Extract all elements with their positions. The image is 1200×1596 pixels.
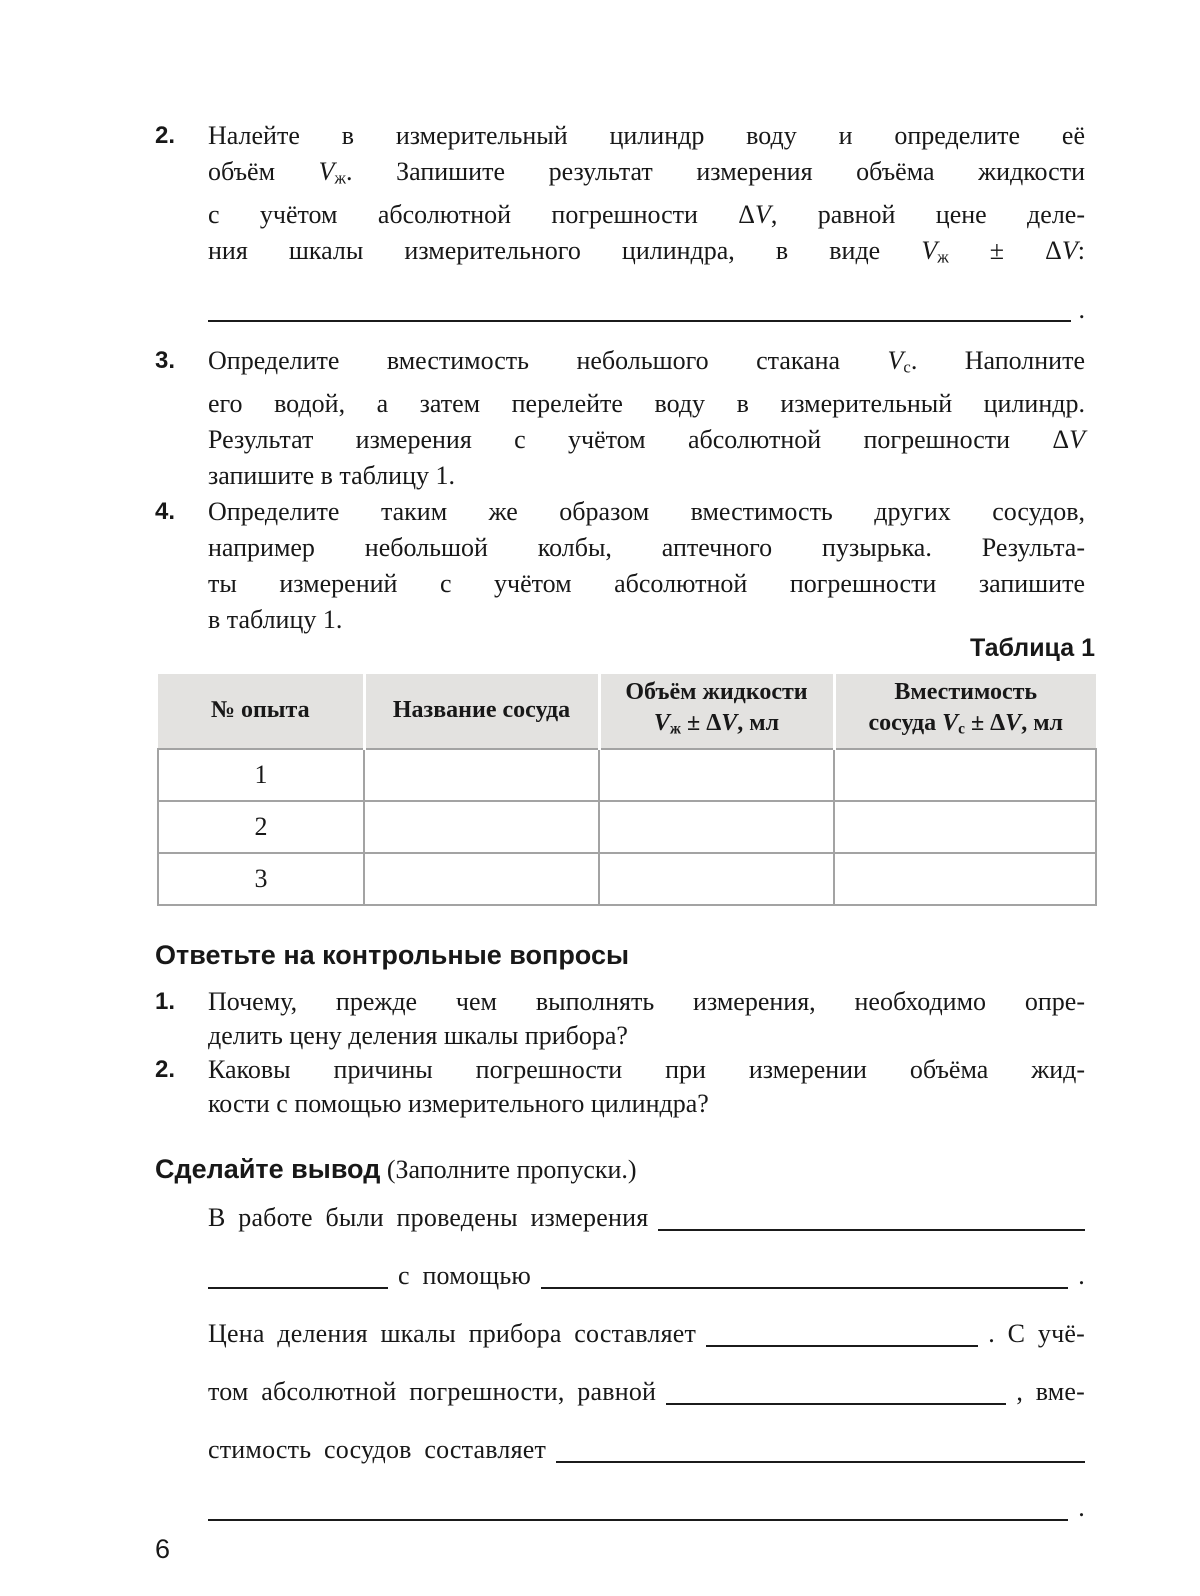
table-cell-empty[interactable] — [834, 749, 1096, 801]
text-line: ния шкалы измерительного цилиндра, в виде Vж ± ΔV: — [208, 235, 1085, 267]
fill-in-blank[interactable] — [658, 1209, 1085, 1231]
text-line: его водой, а затем перелейте воду в измерительный цилиндр. — [208, 388, 1085, 418]
text-line: в таблицу 1. — [208, 604, 343, 634]
text-line: ты измерений с учётом абсолютной погрешности запишите — [208, 568, 1085, 598]
fill-in-blank[interactable] — [541, 1267, 1068, 1289]
table-cell-empty[interactable] — [599, 749, 834, 801]
conclusion-heading — [155, 1153, 1085, 1186]
table-header-row — [158, 674, 1096, 749]
results-table — [157, 674, 1097, 906]
table-row — [158, 749, 1096, 801]
step-3 — [155, 343, 1085, 494]
col-header-vessel-capacity — [834, 674, 1096, 749]
step-4-text — [208, 494, 1085, 638]
conclusion-text: стимость сосудов составляет — [208, 1434, 547, 1464]
experiment-number-cell: 1 — [158, 749, 364, 801]
text-line: Почему, прежде чем выполнять измерения, необходимо опре- — [208, 986, 1085, 1016]
fill-in-blank[interactable] — [208, 1267, 388, 1289]
conclusion-text: Цена деления шкалы прибора составляет — [208, 1318, 697, 1348]
question-2-number: 2. — [155, 1055, 176, 1083]
text-line: Налейте в измерительный цилиндр воду и определите её — [208, 121, 1085, 150]
step-3-text — [208, 343, 1085, 494]
step-2 — [155, 118, 1085, 327]
table-cell-empty[interactable] — [599, 853, 834, 905]
text-line: делить цену деления шкалы прибора? — [208, 1020, 628, 1050]
question-2-text — [208, 1053, 1085, 1121]
answer-line-step-2 — [208, 293, 1085, 327]
text-line: Определите вместимость небольшого стакана Vс. Наполните — [208, 346, 1085, 377]
header-line: Вместимость — [894, 679, 1038, 706]
table-cell-empty[interactable] — [599, 801, 834, 853]
text-line: Результат измерения с учётом абсолютной погрешности ΔV — [208, 424, 1085, 454]
col-header-vessel-name — [364, 674, 599, 749]
fill-in-blank[interactable] — [208, 1499, 1068, 1521]
fill-in-blank[interactable] — [666, 1383, 1006, 1405]
header-line: сосуда Vс ± ΔV, мл — [868, 710, 1063, 738]
step-3-number: 3. — [155, 347, 176, 375]
text-line: с учётом абсолютной погрешности ΔV, равной цене деле- — [208, 199, 1085, 229]
header-line: Объём жидкости — [625, 679, 808, 706]
table-cell-empty[interactable] — [834, 853, 1096, 905]
conclusion-text: , вме- — [1016, 1376, 1085, 1406]
table-row — [158, 853, 1096, 905]
question-2 — [155, 1053, 1085, 1121]
header-line: Vж ± ΔV, мл — [653, 710, 780, 738]
header-line: Название сосуда — [392, 697, 571, 724]
fill-in-blank[interactable] — [208, 300, 1071, 322]
table-cell-empty[interactable] — [364, 749, 599, 801]
text-line: Определите таким же образом вместимость других сосудов, — [208, 496, 1085, 526]
table-caption: Таблица 1 — [969, 633, 1095, 662]
question-1 — [155, 985, 1085, 1053]
text-line: запишите в таблицу 1. — [208, 460, 456, 490]
blank-period: . — [1078, 1492, 1085, 1522]
conclusion-row-2 — [208, 1258, 1085, 1294]
text-line: например небольшой колбы, аптечного пузырька. Результа- — [208, 532, 1085, 562]
page-content — [155, 118, 1095, 1564]
text-line: объём Vж. Запишите результат измерения объёма жидкости — [208, 157, 1085, 188]
table-cell-empty[interactable] — [364, 801, 599, 853]
step-4 — [155, 494, 1085, 638]
step-4-number: 4. — [155, 497, 176, 525]
table-row — [158, 801, 1096, 853]
col-header-liquid-volume — [599, 674, 834, 749]
fill-in-blank[interactable] — [556, 1441, 1085, 1463]
page-number: 6 — [155, 1533, 171, 1564]
conclusion-heading-bold: Сделайте вывод — [155, 1153, 381, 1184]
fill-in-blank[interactable] — [706, 1325, 978, 1347]
questions-heading: Ответьте на контрольные вопросы — [155, 939, 630, 970]
question-1-text — [208, 985, 1085, 1053]
header-line: № опыта — [210, 697, 310, 724]
question-1-number: 1. — [155, 987, 176, 1015]
conclusion-heading-note: (Заполните пропуски.) — [386, 1154, 637, 1184]
conclusion-row-4 — [208, 1374, 1085, 1410]
step-2-text — [208, 118, 1085, 327]
experiment-number-cell: 3 — [158, 853, 364, 905]
table-cell-empty[interactable] — [834, 801, 1096, 853]
table-cell-empty[interactable] — [364, 853, 599, 905]
conclusion-text: с помощью — [398, 1260, 532, 1290]
text-line: кости с помощью измерительного цилиндра? — [208, 1088, 709, 1118]
conclusion-row-6 — [208, 1490, 1085, 1526]
blank-period: . — [1078, 295, 1085, 325]
text-line: Каковы причины погрешности при измерении объёма жид- — [208, 1054, 1085, 1084]
conclusion-row-1 — [208, 1200, 1085, 1236]
conclusion-row-3 — [208, 1316, 1085, 1352]
conclusion-text: . С учё- — [988, 1318, 1085, 1348]
conclusion-text: В работе были проведены измерения — [208, 1202, 649, 1232]
step-2-number: 2. — [155, 122, 176, 149]
blank-period: . — [1078, 1260, 1085, 1290]
col-header-experiment-number — [158, 674, 364, 749]
conclusion-text: том абсолютной погрешности, равной — [208, 1376, 657, 1406]
experiment-number-cell: 2 — [158, 801, 364, 853]
conclusion-row-5 — [208, 1432, 1085, 1468]
